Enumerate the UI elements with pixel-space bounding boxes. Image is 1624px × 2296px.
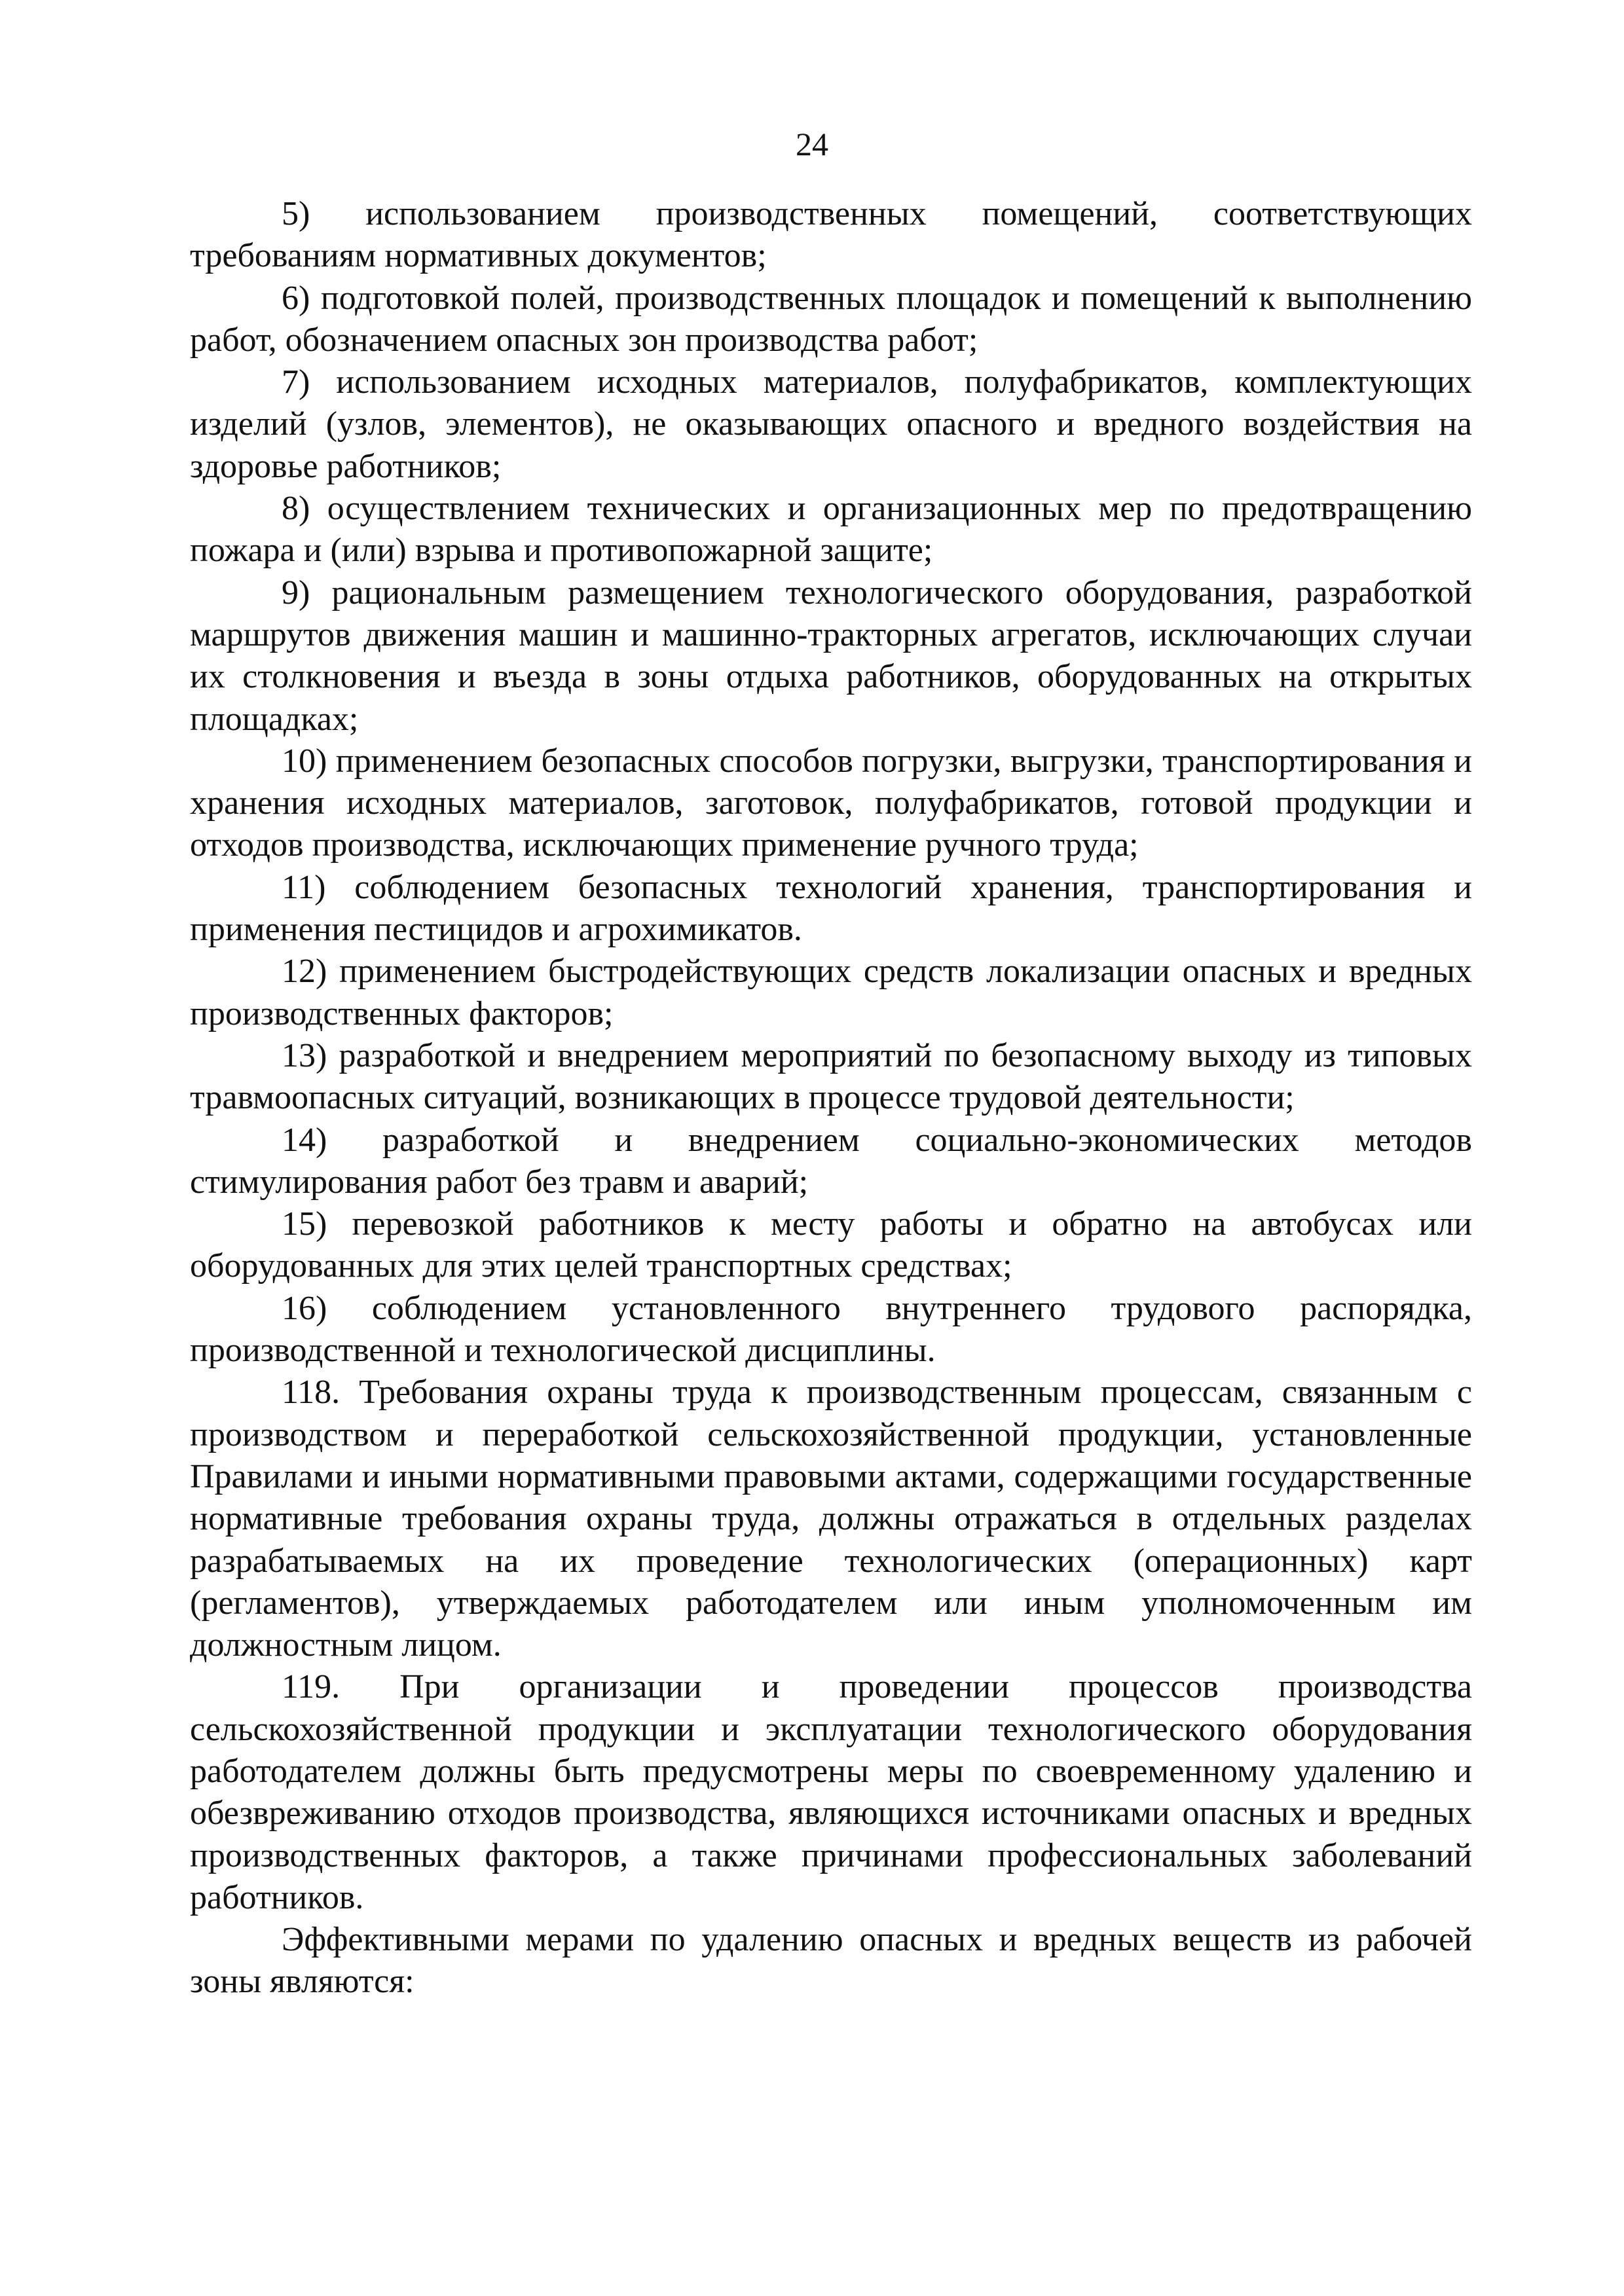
clause-119: 119. При организации и проведении процессов производства сельскохозяйственной продукции и эксплуатации технологического оборудования работодателем должны быть предусмотрены меры по своевременному удалению и обезвреживанию отходов производства, являющихся источниками опасных и вредных производственных факторов, а также причинами профессиональных заболеваний работников. bbox=[190, 1668, 1472, 1916]
paragraph-item-8: 8) осуществлением технических и организационных мер по предотвращению пожара и (или) взрыва и противопожарной защите; bbox=[190, 490, 1472, 570]
paragraph-item-9: 9) рациональным размещением технологического оборудования, разработкой маршрутов движения машин и машинно-тракторных агрегатов, исключающих случаи их столкновения и въезда в зоны отдыха работников, оборудованных на открытых площадках; bbox=[190, 574, 1472, 738]
paragraph-item-11: 11) соблюдением безопасных технологий хранения, транспортирования и применения пестицидов и агрохимикатов. bbox=[190, 868, 1472, 949]
paragraph-item-7: 7) использованием исходных материалов, полуфабрикатов, комплектующих изделий (узлов, элементов), не оказывающих опасного и вредного воздействия на здоровье работников; bbox=[190, 363, 1472, 485]
document-body bbox=[190, 193, 1472, 2003]
paragraph-item-13: 13) разработкой и внедрением мероприятий по безопасному выходу из типовых травмоопасных ситуаций, возникающих в процессе трудовой деятельности; bbox=[190, 1036, 1472, 1117]
paragraph-item-5: 5) использованием производственных помещений, соответствующих требованиям нормативных документов; bbox=[190, 195, 1472, 275]
paragraph-item-10: 10) применением безопасных способов погрузки, выгрузки, транспортирования и хранения исходных материалов, заготовок, полуфабрикатов, готовой продукции и отходов производства, исключающих применение ручного труда; bbox=[190, 742, 1472, 864]
clause-118: 118. Требования охраны труда к производственным процессам, связанным с производством и переработкой сельскохозяйственной продукции, установленные Правилами и иными нормативными правовыми актами, содержащими государственные нормативные требования охраны труда, должны отражаться в отдельных разделах разрабатываемых на их проведение технологических (операционных) карт (регламентов), утверждаемых работодателем или иным уполномоченным им должностным лицом. bbox=[190, 1374, 1472, 1664]
page-number: 24 bbox=[796, 126, 828, 162]
paragraph-item-14: 14) разработкой и внедрением социально-экономических методов стимулирования работ без травм и аварий; bbox=[190, 1121, 1472, 1201]
paragraph-item-12: 12) применением быстродействующих средств локализации опасных и вредных производственных факторов; bbox=[190, 953, 1472, 1032]
paragraph-item-16: 16) соблюдением установленного внутреннего трудового распорядка, производственной и технологической дисциплины. bbox=[190, 1289, 1472, 1370]
paragraph-item-15: 15) перевозкой работников к месту работы и обратно на автобусах или оборудованных для этих целей транспортных средствах; bbox=[190, 1205, 1472, 1285]
paragraph-measures-intro: Эффективными мерами по удалению опасных и вредных веществ из рабочей зоны являются: bbox=[190, 1921, 1472, 2001]
paragraph-item-6: 6) подготовкой полей, производственных площадок и помещений к выполнению работ, обозначением опасных зон производства работ; bbox=[190, 279, 1472, 359]
